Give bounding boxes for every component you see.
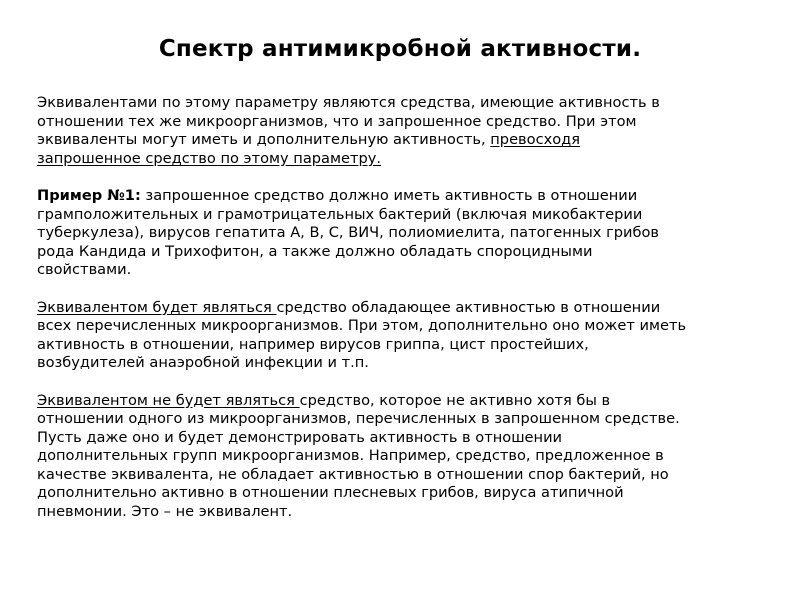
text-line: отношении одного из микроорганизмов, перечисленных в запрошенном средстве. <box>37 410 680 428</box>
text-line: Пусть даже оно и будет демонстрировать активность в отношении <box>37 428 563 446</box>
text-line: возбудителей анаэробной инфекции и т.п. <box>37 354 369 372</box>
text-line: всех перечисленных микроорганизмов. При этом, дополнительно оно может иметь <box>37 317 687 335</box>
text-segment: средство, которое не активно хотя бы в <box>299 391 611 409</box>
text-line: дополнительных групп микроорганизмов. Например, средство, предложенное в <box>37 447 664 465</box>
paragraph-equivalent <box>37 299 777 373</box>
text-segment: запрошенное средство должно иметь активность в отношении <box>140 186 638 204</box>
text-line: грамположительных и грамотрицательных бактерий (включая микобактерии <box>37 205 643 223</box>
text-line: отношении тех же микроорганизмов, что и запрошенное средство. При этом <box>37 112 637 130</box>
text-line: свойствами. <box>37 261 132 279</box>
text-line <box>37 299 777 318</box>
paragraph-not-equivalent <box>37 392 777 522</box>
underlined-text: Эквивалентом будет являться <box>37 298 277 316</box>
text-line: дополнительно активно в отношении плесневых грибов, вируса атипичной <box>37 484 624 502</box>
text-line: активность в отношении, например вирусов гриппа, цист простейших, <box>37 335 589 353</box>
text-line: Эквивалентами по этому параметру являются средства, имеющие активность в <box>37 94 660 111</box>
text-line <box>37 392 777 411</box>
text-line <box>37 187 777 206</box>
paragraph-intro <box>37 94 777 168</box>
example-label: Пример №1: <box>37 186 141 204</box>
text-line: пневмонии. Это – не эквивалент. <box>37 503 293 521</box>
slide-title: Спектр антимикробной активности. <box>158 36 642 62</box>
text-segment: средство обладающее активностью в отношении <box>276 298 661 316</box>
underlined-text: запрошенное средство по этому параметру. <box>37 149 382 167</box>
text-segment: эквиваленты могут иметь и дополнительную активность, <box>37 131 491 149</box>
text-line: качестве эквивалента, не обладает активностью в отношении спор бактерий, но <box>37 465 669 483</box>
underlined-text: превосходя <box>490 131 581 149</box>
text-line <box>37 131 777 150</box>
underlined-text: Эквивалентом не будет являться <box>37 391 300 409</box>
slide-body <box>37 94 777 540</box>
text-line: рода Кандида и Трихофитон, а также должно обладать спороцидными <box>37 242 593 260</box>
paragraph-example <box>37 187 777 280</box>
text-line: туберкулеза), вирусов гепатита А, В, С, ВИЧ, полиомиелита, патогенных грибов <box>37 224 660 242</box>
